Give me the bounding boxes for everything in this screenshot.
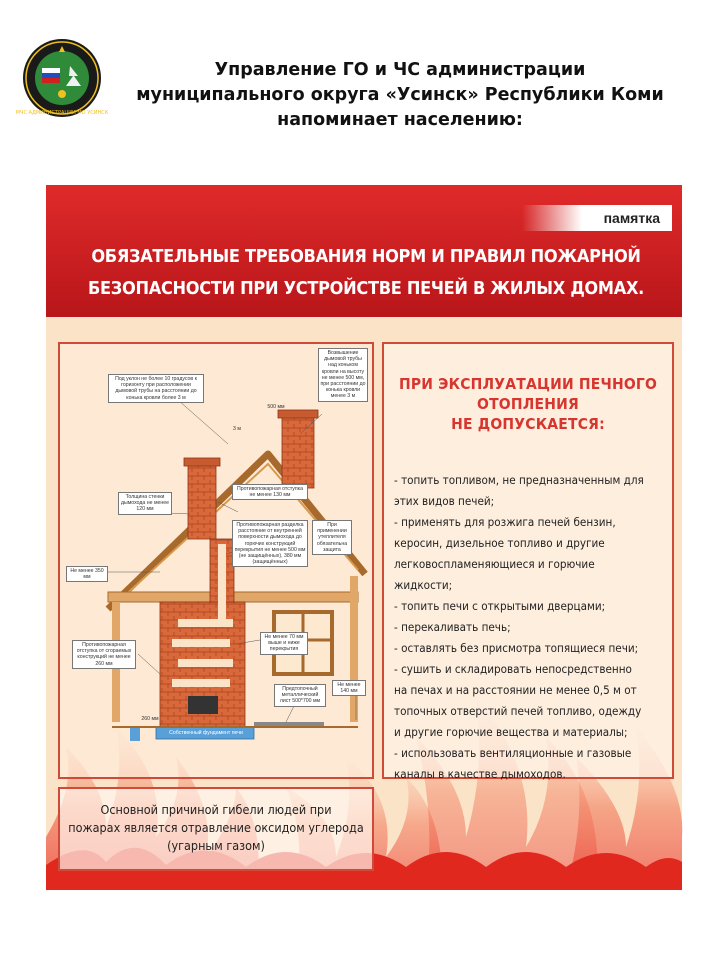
- prohibitions-title-line-3: НЕ ДОПУСКАЕТСЯ:: [451, 415, 605, 433]
- list-item: керосин, дизельное топливо и другие: [394, 536, 605, 550]
- label-wall-thickness: Толщина стенки дымохода не менее 120 мм: [118, 492, 172, 515]
- emergency-service-emblem-icon: [15, 38, 109, 118]
- house-stove-diagram: [60, 344, 372, 777]
- label-insulation: При применении утеплителя обязательна защита: [312, 520, 352, 555]
- list-item: на печах и на расстоянии не менее 0,5 м от: [394, 683, 637, 697]
- prohibitions-list: [394, 470, 670, 785]
- label-chimney-height: Возвышение дымовой трубы над коньком кровли на высоту не менее 500 мм, при расстоянии до конька кровли менее 3 м: [318, 348, 368, 402]
- prohibitions-title: [384, 374, 672, 434]
- list-item: топочных отверстий печей топливо, одежду: [394, 704, 642, 718]
- headline-line-1: ОБЯЗАТЕЛЬНЫЕ ТРЕБОВАНИЯ НОРМ И ПРАВИЛ ПОЖАРНОЙ: [91, 246, 641, 267]
- list-item: - использовать вентиляционные и газовые: [394, 746, 632, 760]
- ridge-chimney: [282, 416, 314, 488]
- note-text: [66, 801, 366, 855]
- label-min-70: Не менее 70 мм выше и ниже перекрытия: [260, 632, 308, 655]
- label-dim-500: 500 мм: [267, 404, 285, 410]
- emblem-text: МЧС АДМИНИСТРАЦИИ МО УСИНСК: [15, 110, 109, 116]
- label-fire-gap: Противопожарная отступка не менее 130 мм: [232, 484, 308, 500]
- list-item: легковоспламеняющиеся и горючие: [394, 557, 595, 571]
- side-chimney: [188, 464, 216, 539]
- list-item: каналы в качестве дымоходов.: [394, 767, 566, 781]
- poster-banner: [46, 185, 682, 317]
- prohibitions-panel: [382, 342, 674, 779]
- note-line-2: пожарах является отравление оксидом углерода: [68, 820, 364, 835]
- list-item: и другие горючие вещества и материалы;: [394, 725, 628, 739]
- fire-safety-poster: [46, 185, 682, 890]
- list-item: - топить печи с открытыми дверцами;: [394, 599, 606, 613]
- label-min-350: Не менее 350 мм: [66, 566, 108, 582]
- headline-line-2: БЕЗОПАСНОСТИ ПРИ УСТРОЙСТВЕ ПЕЧЕЙ В ЖИЛЫХ ДОМАХ.: [88, 278, 644, 299]
- list-item: - перекаливать печь;: [394, 620, 511, 634]
- note-line-3: (угарным газом): [167, 838, 265, 853]
- label-dim-3m: 3 м: [233, 426, 241, 432]
- list-item: жидкости;: [394, 578, 453, 592]
- carbon-monoxide-note: [58, 787, 374, 871]
- org-title-line-3: напоминает населению:: [277, 110, 523, 130]
- list-item: - применять для розжига печей бензин,: [394, 515, 616, 529]
- org-title-line-2: муниципального округа «Усинск» Республики Коми: [136, 85, 664, 105]
- list-item: - оставлять без присмотра топящиеся печи;: [394, 641, 639, 655]
- org-title: [100, 58, 700, 133]
- label-foundation: Собственный фундамент печи: [169, 730, 243, 736]
- label-min-140: Не менее 140 мм: [332, 680, 366, 696]
- list-item: - сушить и складировать непосредственно: [394, 662, 632, 676]
- org-title-line-1: Управление ГО и ЧС администрации: [214, 60, 586, 80]
- list-item: - топить топливом, не предназначенным для: [394, 473, 644, 487]
- label-roof-slope: Под уклон не более 10 градусов к горизонту при расположении дымовой трубы на расстоянии до конька кровли более 3 м: [108, 374, 204, 403]
- prohibitions-title-line-1: ПРИ ЭКСПЛУАТАЦИИ ПЕЧНОГО: [398, 375, 658, 393]
- stove-diagram-panel: [58, 342, 374, 779]
- label-metal-sheet: Предтопочный металлический лист 500*700 мм: [274, 684, 326, 707]
- memo-tag: памятка: [522, 205, 672, 231]
- list-item: этих видов печей;: [394, 494, 495, 508]
- label-fire-cut: Противопожарная разделка расстояние от внутренней поверхности дымохода до горючих конструкций перекрытия не менее 500 мм (не защищённых), 380 мм (защищённых): [232, 520, 308, 567]
- label-fire-distance: Противопожарная отступка от сгораемых конструкций не менее 260 мм: [72, 640, 136, 669]
- note-line-1: Основной причиной гибели людей при: [100, 802, 332, 817]
- label-dim-260: 260 мм: [141, 716, 159, 722]
- prohibitions-title-line-2: ОТОПЛЕНИЯ: [477, 395, 579, 413]
- poster-headline: [56, 241, 676, 305]
